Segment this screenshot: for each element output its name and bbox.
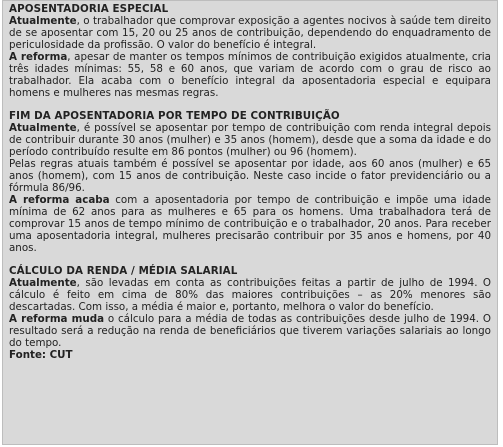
paragraph-text: , o trabalhador que comprovar exposição a agentes nocivos à saúde tem direito de se aposentar com 15, 20 ou 25 anos de contribuição, dependendo do enquadramento de periculosidade da profissão. O valor do benefício é integral. [9,15,491,51]
paragraph [9,313,491,349]
section-title: APOSENTADORIA ESPECIAL [9,3,169,15]
paragraph-lead: Atualmente [9,122,77,134]
section-fim-aposentadoria-tempo [9,110,491,254]
paragraph [9,51,491,99]
paragraph-lead: Atualmente [9,277,77,289]
paragraph-text: , são levadas em conta as contribuições feitas a partir de julho de 1994. O cálculo é feito em cima de 80% das maiores contribuições – as 20% menores são descartadas. Com isso, a média é maior e, portanto, melhora o valor do benefício. [9,277,491,313]
section-aposentadoria-especial [9,3,491,99]
source-credit: Fonte: CUT [9,349,73,361]
section-title: FIM DA APOSENTADORIA POR TEMPO DE CONTRIBUIÇÃO [9,110,340,122]
info-box [2,0,498,445]
paragraph-text: o cálculo para a média de todas as contribuições desde julho de 1994. O resultado será a redução na renda de beneficiários que tiverem variações salariais ao longo do tempo. [9,313,491,349]
paragraph [9,15,491,51]
paragraph-text: Pelas regras atuais também é possível se aposentar por idade, aos 60 anos (mulher) e 65 anos (homem), com 15 anos de contribuição. Neste caso incide o fator previdenciário ou a fórmula 86/96. [9,158,491,194]
paragraph [9,277,491,313]
paragraph-lead: A reforma [9,51,68,63]
paragraph-text: com a aposentadoria por tempo de contribuição e impõe uma idade mínima de 62 anos para as mulheres e 65 para os homens. Uma trabalhadora terá de comprovar 15 anos de tempo mínimo de contribuição e o trabalhador, 20 anos. Para receber uma aposentadoria integral, mulheres precisarão contribuir por 35 anos e homens, por 40 anos. [9,194,491,254]
paragraph [9,194,491,254]
section-title: CÁLCULO DA RENDA / MÉDIA SALARIAL [9,265,238,277]
paragraph-lead: A reforma muda [9,313,105,325]
paragraph-lead: A reforma acaba [9,194,110,206]
section-calculo-renda [9,265,491,361]
paragraph-text: , apesar de manter os tempos mínimos de contribuição exigidos atualmente, cria três idades mínimas: 55, 58 e 60 anos, que variam de acordo com o grau de risco ao trabalhador. Ela acaba com o benefício integral da aposentadoria especial e equipara homens e mulheres nas mesmas regras. [9,51,491,99]
paragraph-text: , é possível se aposentar por tempo de contribuição com renda integral depois de contribuir durante 30 anos (mulher) e 35 anos (homem), desde que a soma da idade e do período contribuído resulte em 86 pontos (mulher) ou 96 (homem). [9,122,491,158]
paragraph [9,158,491,194]
paragraph-lead: Atualmente [9,15,77,27]
paragraph [9,122,491,158]
